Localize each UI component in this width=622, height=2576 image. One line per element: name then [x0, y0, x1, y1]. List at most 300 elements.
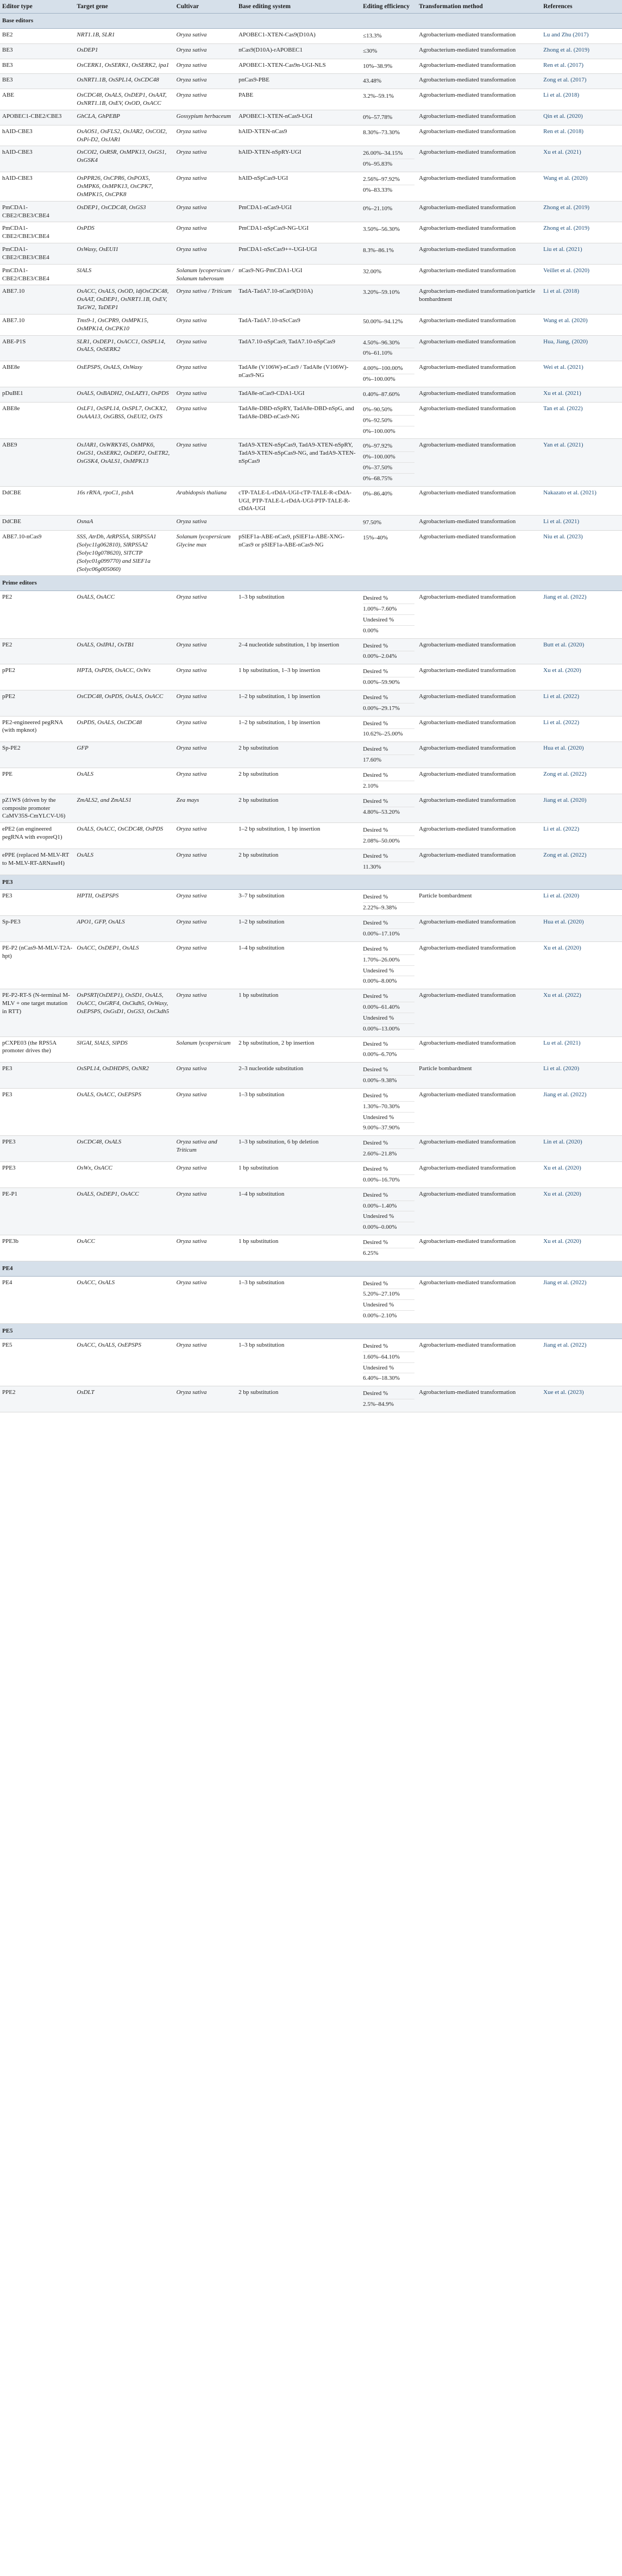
cell-reference: Li et al. (2022)	[541, 716, 622, 742]
efficiency-value: Desired %	[363, 918, 414, 929]
cell-target-gene: OsACC, OsALS, OsOD, ldjOsCDC48, OsAAT, OsDEP1, OsNRT1.1B, OsEV, TaGW2, TaDEP1	[74, 285, 174, 315]
cell-cultivar: Oryza sativa	[174, 402, 237, 439]
cell-cultivar: Oryza sativa	[174, 1162, 237, 1188]
cell-system: 2 bp substitution	[236, 794, 361, 823]
cell-efficiency	[361, 146, 417, 172]
cell-efficiency	[361, 335, 417, 361]
cell-target-gene: OsCDC48, OsALS, OsDEP1, OsAAT, OsNRT1.1B, OsEV, OsOD, OsACC	[74, 89, 174, 110]
cell-reference: Zhong et al. (2019)	[541, 43, 622, 59]
efficiency-value: Desired %	[363, 1164, 414, 1175]
cell-reference: Xue et al. (2023)	[541, 1386, 622, 1412]
cell-cultivar: Oryza sativa	[174, 361, 237, 387]
table-row	[0, 243, 622, 265]
cell-method: Agrobacterium-mediated transformation	[417, 361, 541, 387]
cell-system: PmCDA1-nScCas9++-UGI-UGI	[236, 243, 361, 265]
cell-reference: Qin et al. (2020)	[541, 110, 622, 125]
cell-target-gene: OsCDC48, OsALS	[74, 1136, 174, 1162]
cell-target-gene: OsDEP1, OsCDC48, OsGS3	[74, 201, 174, 222]
cell-system: 1–2 bp substitution	[236, 916, 361, 942]
header-system: Base editing system	[236, 0, 361, 14]
cell-target-gene: SLR1, OsDEP1, OsACC1, OsSPL14, OsALS, OsSERK2	[74, 335, 174, 361]
efficiency-value: Undesired %	[363, 1211, 414, 1222]
cell-reference: Xu et al. (2022)	[541, 989, 622, 1036]
section-header-row	[0, 1323, 622, 1339]
cell-method: Agrobacterium-mediated transformation	[417, 1088, 541, 1135]
cell-method: Agrobacterium-mediated transformation	[417, 638, 541, 664]
cell-target-gene: OsALS, OsACC, OsEPSPS	[74, 1088, 174, 1135]
efficiency-value: 10.62%–25.00%	[363, 731, 403, 738]
table-row	[0, 1339, 622, 1386]
cell-method: Agrobacterium-mediated transformation	[417, 222, 541, 243]
cell-target-gene: NRT1.1B, SLR1	[74, 28, 174, 43]
cell-target-gene: ZmALS2, and ZmALS1	[74, 794, 174, 823]
cell-system: 1–2 bp substitution, 1 bp insertion	[236, 690, 361, 716]
table-row	[0, 1162, 622, 1188]
cell-efficiency	[361, 823, 417, 849]
table-row	[0, 849, 622, 875]
cell-target-gene: OsNRT1.1B, OsSPL14, OsCDC48	[74, 74, 174, 89]
efficiency-value: Desired %	[363, 1341, 414, 1352]
cell-efficiency	[361, 1088, 417, 1135]
efficiency-value: Desired %	[363, 641, 414, 652]
cell-cultivar: Oryza sativa	[174, 146, 237, 172]
efficiency-value: 2.08%–50.00%	[363, 838, 400, 845]
section-title: PE5	[0, 1323, 622, 1339]
cell-cultivar: Oryza sativa	[174, 201, 237, 222]
cell-target-gene: OsALS	[74, 768, 174, 794]
cell-editor-type: PE-P2 (nCas9-M-MLV-T2A-hpt)	[0, 941, 74, 989]
cell-method: Agrobacterium-mediated transformation	[417, 591, 541, 638]
cell-method: Particle bombardment	[417, 1063, 541, 1089]
cell-method: Agrobacterium-mediated transformation	[417, 89, 541, 110]
cell-editor-type: BE3	[0, 74, 74, 89]
table-row	[0, 43, 622, 59]
cell-editor-type: hAID-CBE3	[0, 172, 74, 202]
cell-method: Agrobacterium-mediated transformation	[417, 264, 541, 285]
cell-reference: Niu et al. (2023)	[541, 531, 622, 576]
cell-editor-type: PE2	[0, 638, 74, 664]
cell-efficiency	[361, 1162, 417, 1188]
efficiency-value: 3.2%–59.1%	[363, 93, 394, 100]
cell-efficiency	[361, 531, 417, 576]
cell-system: 2 bp substitution	[236, 742, 361, 768]
cell-reference: Xu et al. (2021)	[541, 146, 622, 172]
cell-editor-type: PE3	[0, 1088, 74, 1135]
cell-reference: Ren et al. (2017)	[541, 59, 622, 74]
cell-efficiency	[361, 916, 417, 942]
cell-reference: Lin et al. (2020)	[541, 1136, 622, 1162]
efficiency-value: Desired %	[363, 825, 414, 836]
cell-method: Agrobacterium-mediated transformation	[417, 794, 541, 823]
cell-target-gene: Tms9-1, OsCPR9, OsMPK15, OsMPK14, OsCPK10	[74, 314, 174, 335]
table-row	[0, 690, 622, 716]
cell-reference: Wang et al. (2020)	[541, 314, 622, 335]
cell-method: Agrobacterium-mediated transformation	[417, 146, 541, 172]
cell-cultivar: Solanum lycopersicum Glycine max	[174, 531, 237, 576]
cell-target-gene: GFP	[74, 742, 174, 768]
cell-target-gene: OsACC, OsALS	[74, 1276, 174, 1323]
section-header-row	[0, 1261, 622, 1276]
cell-reference: Jiang et al. (2022)	[541, 591, 622, 638]
cell-efficiency	[361, 486, 417, 516]
cell-reference: Xu et al. (2020)	[541, 941, 622, 989]
cell-editor-type: PE-P1	[0, 1188, 74, 1235]
table-row	[0, 916, 622, 942]
cell-efficiency	[361, 516, 417, 531]
cell-editor-type: PE-P2-RT-S (N-terminal M-MLV + one target mutation in RTT)	[0, 989, 74, 1036]
cell-target-gene: OsSPL14, OsDHDPS, OsNR2	[74, 1063, 174, 1089]
cell-reference: Li et al. (2020)	[541, 1063, 622, 1089]
efficiency-value: Undesired %	[363, 966, 414, 977]
cell-efficiency	[361, 794, 417, 823]
cell-system: 1 bp substitution	[236, 1235, 361, 1261]
efficiency-value: 5.20%–27.10%	[363, 1289, 414, 1300]
cell-efficiency	[361, 74, 417, 89]
cell-efficiency	[361, 890, 417, 916]
cell-efficiency	[361, 222, 417, 243]
cell-reference: Wei et al. (2021)	[541, 361, 622, 387]
cell-efficiency	[361, 1235, 417, 1261]
efficiency-value: 0.00%–8.00%	[363, 978, 397, 985]
cell-target-gene: OsALS, OsBADH2, OsLAZY1, OsPDS	[74, 387, 174, 403]
cell-reference: Li et al. (2020)	[541, 890, 622, 916]
cell-efficiency	[361, 243, 417, 265]
cell-system: TadA8e-nCas9-CDA1-UGI	[236, 387, 361, 403]
cell-target-gene: OsPPR26, OsCPR6, OsPOX5, OsMPK6, OsMPK13, OsCPK7, OsMPK15, OsCPK8	[74, 172, 174, 202]
efficiency-value: 0%–83.33%	[363, 186, 393, 193]
cell-efficiency	[361, 1276, 417, 1323]
efficiency-value: 0%–37.50%	[363, 463, 414, 474]
cell-method: Agrobacterium-mediated transformation	[417, 314, 541, 335]
efficiency-value: 0.00%–9.38%	[363, 1077, 397, 1084]
cell-method: Agrobacterium-mediated transformation	[417, 59, 541, 74]
table-row	[0, 1136, 622, 1162]
cell-efficiency	[361, 125, 417, 146]
cell-cultivar: Oryza sativa	[174, 638, 237, 664]
cell-system: 1–2 bp substitution, 1 bp insertion	[236, 716, 361, 742]
cell-target-gene: OsALS, OsIPA1, OsTB1	[74, 638, 174, 664]
cell-cultivar: Oryza sativa	[174, 768, 237, 794]
cell-editor-type: PmCDA1-CBE2/CBE3/CBE4	[0, 201, 74, 222]
header-references: References	[541, 0, 622, 14]
table-row	[0, 486, 622, 516]
efficiency-value: 6.40%–18.30%	[363, 1375, 400, 1382]
cell-cultivar: Oryza sativa	[174, 690, 237, 716]
efficiency-value: 0.00%–59.90%	[363, 679, 400, 686]
cell-target-gene: SlGAI, SlALS, SlPDS	[74, 1036, 174, 1063]
cell-target-gene: OsALS, OsACC, OsCDC48, OsPDS	[74, 823, 174, 849]
efficiency-value: Desired %	[363, 744, 414, 755]
cell-target-gene: OsnaA	[74, 516, 174, 531]
cell-cultivar: Arabidopsis thaliana	[174, 486, 237, 516]
efficiency-value: Desired %	[363, 667, 414, 677]
cell-reference: Ren et al. (2018)	[541, 125, 622, 146]
cell-system: 2 bp substitution	[236, 768, 361, 794]
cell-efficiency	[361, 264, 417, 285]
cell-reference: Hua, Jiang, (2020)	[541, 335, 622, 361]
section-title: PE4	[0, 1261, 622, 1276]
cell-cultivar: Solanum lycopersicum	[174, 1036, 237, 1063]
cell-editor-type: pPE2	[0, 664, 74, 690]
cell-system: TadA8e-DBD-nSpRY, TadA8e-DBD-nSpG, and TadA8e-DBD-nCas9-NG	[236, 402, 361, 439]
cell-target-gene: OsACC, OsALS, OsEPSPS	[74, 1339, 174, 1386]
cell-reference: Jiang et al. (2022)	[541, 1339, 622, 1386]
cell-system: nCas9(D10A)-rAPOBEC1	[236, 43, 361, 59]
cell-editor-type: ABE7.10	[0, 314, 74, 335]
cell-efficiency	[361, 716, 417, 742]
cell-cultivar: Oryza sativa	[174, 387, 237, 403]
cell-reference: Nakazato et al. (2021)	[541, 486, 622, 516]
cell-system: 2 bp substitution, 2 bp insertion	[236, 1036, 361, 1063]
cell-system: 1–4 bp substitution	[236, 1188, 361, 1235]
cell-cultivar: Oryza sativa	[174, 916, 237, 942]
efficiency-value: Desired %	[363, 719, 414, 730]
cell-editor-type: PPE3	[0, 1136, 74, 1162]
cell-editor-type: pCXPE03 (the RPS5A promoter drives the)	[0, 1036, 74, 1063]
table-row	[0, 890, 622, 916]
section-header-row	[0, 875, 622, 890]
cell-system: pnCas9-PBE	[236, 74, 361, 89]
cell-reference: Lu et al. (2021)	[541, 1036, 622, 1063]
table-header-row	[0, 0, 622, 14]
efficiency-value: 17.60%	[363, 757, 381, 764]
cell-reference: Tan et al. (2022)	[541, 402, 622, 439]
cell-cultivar: Gossypium herbaceum	[174, 110, 237, 125]
cell-reference: Xu et al. (2020)	[541, 1235, 622, 1261]
table-row	[0, 794, 622, 823]
cell-system: PmCDA1-nSpCas9-NG-UGI	[236, 222, 361, 243]
efficiency-value: 0%–57.78%	[363, 114, 393, 121]
cell-editor-type: PPE2	[0, 1386, 74, 1412]
cell-cultivar: Oryza sativa	[174, 172, 237, 202]
table-row	[0, 222, 622, 243]
cell-cultivar: Oryza sativa	[174, 989, 237, 1036]
cell-system: 2 bp substitution	[236, 1386, 361, 1412]
cell-cultivar: Oryza sativa	[174, 1276, 237, 1323]
table-row	[0, 110, 622, 125]
table-row	[0, 146, 622, 172]
cell-editor-type: pZ1WS (driven by the composite promoter CaMV35S-CmYLCV-U6)	[0, 794, 74, 823]
cell-system: TadA-TadA7.10-nScCas9	[236, 314, 361, 335]
cell-efficiency	[361, 59, 417, 74]
cell-method: Agrobacterium-mediated transformation	[417, 849, 541, 875]
cell-editor-type: ABE8e	[0, 402, 74, 439]
cell-method: Agrobacterium-mediated transformation	[417, 516, 541, 531]
efficiency-value: 0%–100.00%	[363, 452, 414, 463]
cell-editor-type: hAID-CBE3	[0, 146, 74, 172]
cell-target-gene: OsALS, OsACC	[74, 591, 174, 638]
efficiency-value: 0.00%–1.40%	[363, 1201, 414, 1212]
cell-system: nCas9-NG-PmCDA1-UGI	[236, 264, 361, 285]
efficiency-value: 11.30%	[363, 863, 381, 870]
efficiency-value: 0.00%–13.00%	[363, 1025, 400, 1032]
cell-method: Agrobacterium-mediated transformation	[417, 335, 541, 361]
cell-target-gene: OsACC	[74, 1235, 174, 1261]
cell-editor-type: ePPE (replaced M-MLV-RT to M-MLV-RT-ΔRNaseH)	[0, 849, 74, 875]
cell-method: Agrobacterium-mediated transformation	[417, 916, 541, 942]
cell-target-gene: APO1, GFP, OsALS	[74, 916, 174, 942]
cell-cultivar: Oryza sativa	[174, 591, 237, 638]
efficiency-value: 8.30%–73.30%	[363, 129, 400, 136]
efficiency-value: 10%–38.9%	[363, 62, 393, 70]
section-title: Prime editors	[0, 576, 622, 591]
cell-efficiency	[361, 989, 417, 1036]
cell-reference: Yan et al. (2021)	[541, 439, 622, 486]
efficiency-value: 4.80%–53.20%	[363, 808, 400, 815]
cell-efficiency	[361, 664, 417, 690]
cell-system: APOBEC1-XTEN-Cas9(D10A)	[236, 28, 361, 43]
cell-editor-type: DdCBE	[0, 516, 74, 531]
cell-system: APOBEC1-XTEN-Cas9n-UGI-NLS	[236, 59, 361, 74]
efficiency-value: 0.00%–0.00%	[363, 1224, 397, 1231]
cell-editor-type: PE5	[0, 1339, 74, 1386]
cell-efficiency	[361, 201, 417, 222]
cell-system: 1–3 bp substitution	[236, 591, 361, 638]
cell-target-gene: OsALS	[74, 849, 174, 875]
cell-method: Agrobacterium-mediated transformation	[417, 172, 541, 202]
efficiency-value: 0%–100.00%	[363, 428, 395, 435]
cell-efficiency	[361, 361, 417, 387]
cell-system: 1–4 bp substitution	[236, 941, 361, 989]
cell-editor-type: PE3	[0, 1063, 74, 1089]
cell-cultivar: Oryza sativa	[174, 243, 237, 265]
table-row	[0, 1088, 622, 1135]
cell-reference: Jiang et al. (2022)	[541, 1276, 622, 1323]
header-editor-type: Editor type	[0, 0, 74, 14]
table-row	[0, 28, 622, 43]
cell-method: Agrobacterium-mediated transformation	[417, 1276, 541, 1323]
cell-cultivar: Zea mays	[174, 794, 237, 823]
efficiency-value: Desired %	[363, 1279, 414, 1290]
efficiency-value: 1.30%–70.30%	[363, 1102, 414, 1113]
cell-method: Agrobacterium-mediated transformation	[417, 823, 541, 849]
efficiency-value: 32.00%	[363, 268, 381, 275]
cell-reference: Wang et al. (2020)	[541, 172, 622, 202]
cell-cultivar: Oryza sativa	[174, 43, 237, 59]
cell-cultivar: Oryza sativa	[174, 823, 237, 849]
cell-target-gene: OsEPSPS, OsALS, OsWaxy	[74, 361, 174, 387]
cell-target-gene: OsPDS	[74, 222, 174, 243]
cell-editor-type: PPE	[0, 768, 74, 794]
cell-method: Agrobacterium-mediated transformation	[417, 716, 541, 742]
cell-reference: Jiang et al. (2022)	[541, 1088, 622, 1135]
cell-reference: Zong et al. (2022)	[541, 849, 622, 875]
cell-system: 1–3 bp substitution	[236, 1088, 361, 1135]
cell-cultivar: Oryza sativa	[174, 1235, 237, 1261]
cell-cultivar: Oryza sativa	[174, 74, 237, 89]
table-row	[0, 59, 622, 74]
efficiency-value: 97.50%	[363, 519, 381, 526]
cell-cultivar: Oryza sativa	[174, 1088, 237, 1135]
efficiency-value: 0.00%–16.70%	[363, 1176, 400, 1183]
cell-reference: Li et al. (2022)	[541, 823, 622, 849]
efficiency-value: 0.00%–17.10%	[363, 930, 400, 937]
cell-target-gene: OsDLT	[74, 1386, 174, 1412]
efficiency-value: 0.00%–2.04%	[363, 653, 397, 660]
cell-system: TadA7.10-nSpCas9, TadA7.10-nSpCas9	[236, 335, 361, 361]
efficiency-value: Desired %	[363, 1065, 414, 1076]
cell-target-gene: SSS, AtrDh, AtRPS5A, SlRPS5A1 (Solyc11g062810), SlRPS5A2 (Solyc10g078620), SlTCTP (Solyc01g099770) and SlEF1a (Solyc06g005060)	[74, 531, 174, 576]
cell-cultivar: Oryza sativa	[174, 314, 237, 335]
cell-editor-type: PPE3	[0, 1162, 74, 1188]
section-header-row	[0, 14, 622, 29]
cell-method: Agrobacterium-mediated transformation	[417, 1339, 541, 1386]
table-row	[0, 172, 622, 202]
cell-efficiency	[361, 591, 417, 638]
cell-editor-type: PE3	[0, 890, 74, 916]
efficiency-value: 0.00%–6.70%	[363, 1051, 397, 1058]
cell-cultivar: Oryza sativa	[174, 222, 237, 243]
table-row	[0, 531, 622, 576]
efficiency-value: Undesired %	[363, 615, 414, 626]
header-cultivar: Cultivar	[174, 0, 237, 14]
cell-reference: Xu et al. (2020)	[541, 1162, 622, 1188]
cell-target-gene: OsDEP1	[74, 43, 174, 59]
cell-method: Agrobacterium-mediated transformation	[417, 768, 541, 794]
cell-method: Agrobacterium-mediated transformation	[417, 1386, 541, 1412]
cell-efficiency	[361, 28, 417, 43]
cell-cultivar: Oryza sativa	[174, 1339, 237, 1386]
cell-method: Agrobacterium-mediated transformation	[417, 690, 541, 716]
cell-method: Agrobacterium-mediated transformation	[417, 243, 541, 265]
efficiency-value: Desired %	[363, 1190, 414, 1201]
cell-reference: Hua et al. (2020)	[541, 916, 622, 942]
cell-method: Agrobacterium-mediated transformation	[417, 74, 541, 89]
cell-system: cTP-TALE-L-rDdA-UGI-cTP-TALE-R-cDdA-UGI, PTP-TALE-L-rDdA-UGI-PTP-TALE-R-cDdA-UGI	[236, 486, 361, 516]
efficiency-value: 0.00%–2.10%	[363, 1312, 397, 1320]
efficiency-value: 4.50%–96.30%	[363, 338, 414, 349]
cell-cultivar: Oryza sativa	[174, 28, 237, 43]
cell-editor-type: APOBEC1-CBE2/CBE3	[0, 110, 74, 125]
cell-target-gene: OsCOI2, OsRSR, OsMPK13, OsGS1, OsGSK4	[74, 146, 174, 172]
cell-reference: Zong et al. (2022)	[541, 768, 622, 794]
cell-system: 1–3 bp substitution	[236, 1276, 361, 1323]
cell-reference: Liu et al. (2021)	[541, 243, 622, 265]
cell-efficiency	[361, 1386, 417, 1412]
table-row	[0, 941, 622, 989]
efficiency-value: 43.48%	[363, 78, 381, 85]
table-row	[0, 125, 622, 146]
cell-reference: Veillet et al. (2020)	[541, 264, 622, 285]
efficiency-value: 0%–97.92%	[363, 441, 414, 452]
cell-efficiency	[361, 849, 417, 875]
efficiency-value: 0.00%	[363, 627, 379, 634]
cell-efficiency	[361, 110, 417, 125]
efficiency-value: Desired %	[363, 593, 414, 604]
cell-cultivar: Oryza sativa	[174, 941, 237, 989]
table-row	[0, 1276, 622, 1323]
header-method: Transformation method	[417, 0, 541, 14]
efficiency-value: 0%–86.40%	[363, 490, 393, 497]
table-row	[0, 439, 622, 486]
efficiency-value: 15%–40%	[363, 535, 388, 542]
cell-target-gene: OsLF1, OsSPL14, OsSPL7, OsCKX2, OsAAA13, OsGBSS, OsEUI2, OsTS	[74, 402, 174, 439]
cell-cultivar: Oryza sativa	[174, 516, 237, 531]
efficiency-value: 1.00%–7.60%	[363, 604, 414, 615]
efficiency-value: 2.22%–9.38%	[363, 904, 397, 912]
cell-system: TadA9-XTEN-nSpCas9, TadA9-XTEN-nSpRY, TadA9-XTEN-nSpCas9-NG, and TadA9-XTEN-nSpCas9	[236, 439, 361, 486]
table-row	[0, 335, 622, 361]
table-row	[0, 591, 622, 638]
cell-cultivar: Oryza sativa	[174, 1386, 237, 1412]
cell-efficiency	[361, 1136, 417, 1162]
cell-method: Agrobacterium-mediated transformation	[417, 664, 541, 690]
cell-editor-type: PmCDA1-CBE2/CBE3/CBE4	[0, 243, 74, 265]
cell-reference: Li et al. (2021)	[541, 516, 622, 531]
cell-method: Agrobacterium-mediated transformation	[417, 531, 541, 576]
cell-editor-type: PPE3b	[0, 1235, 74, 1261]
cell-editor-type: BE3	[0, 43, 74, 59]
